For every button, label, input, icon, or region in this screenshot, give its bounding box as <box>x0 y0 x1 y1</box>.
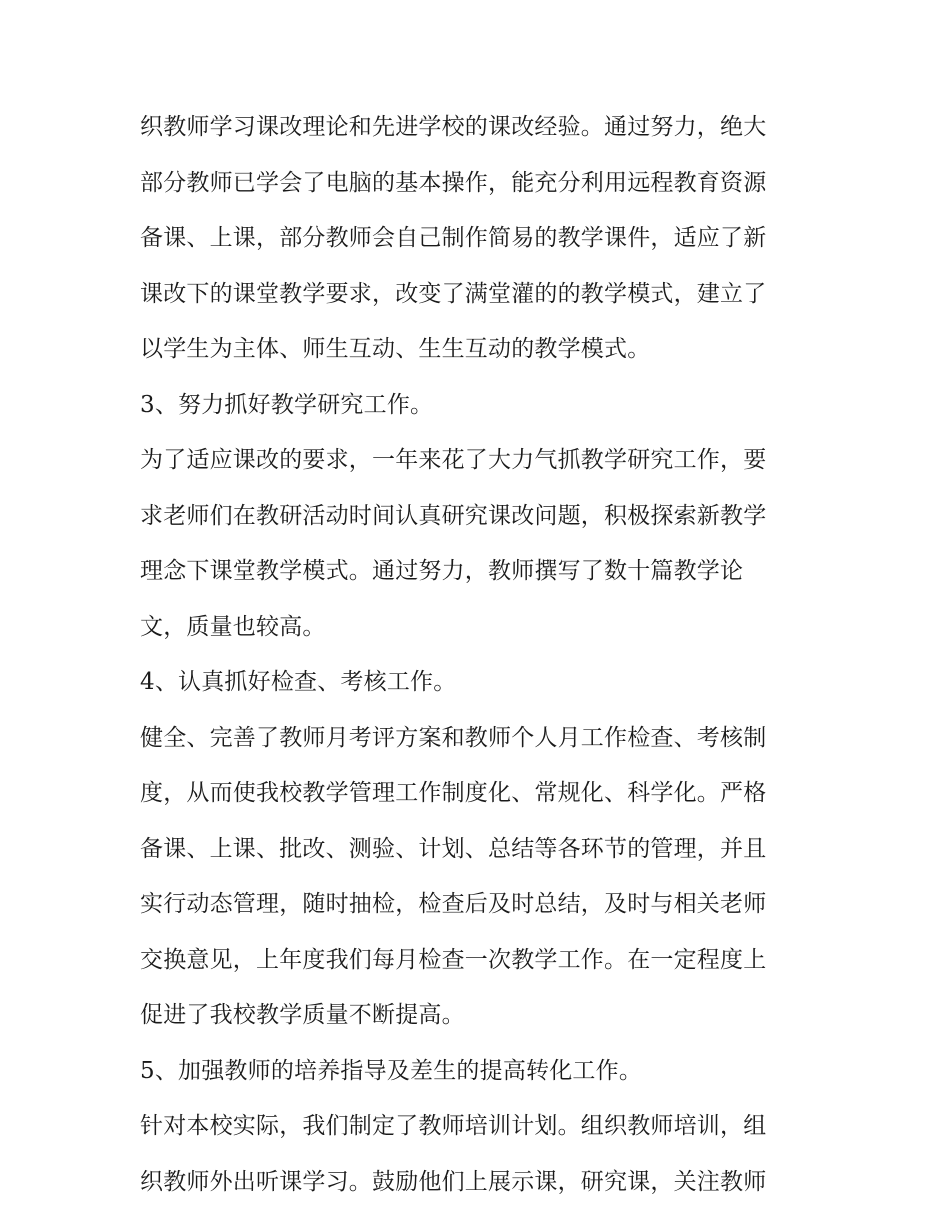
text-line: 促进了我校教学质量不断提高。 <box>140 1002 465 1028</box>
text-line: 求老师们在教研活动时间认真研究课改问题，积极探索新教学 <box>140 502 767 529</box>
text-line: 针对本校实际，我们制定了教师培训计划。组织教师培训，组 <box>140 1113 767 1139</box>
text-line: 交换意见，上年度我们每月检查一次教学工作。在一定程度上 <box>140 946 767 973</box>
text-line: 实行动态管理，随时抽检，检查后及时总结，及时与相关老师 <box>140 891 767 917</box>
section-heading-4: 4、认真抓好检查、考核工作。 <box>140 669 457 695</box>
text-line: 以学生为主体、师生互动、生生互动的教学模式。 <box>140 336 651 362</box>
text-line: 理念下课堂教学模式。通过努力，教师撰写了数十篇教学论 <box>140 558 744 584</box>
text-line: 备课、上课、批改、测验、计划、总结等各环节的管理，并且 <box>140 835 767 862</box>
text-line: 织教师学习课改理论和先进学校的课改经验。通过努力，绝大 <box>140 114 767 140</box>
section-heading-5: 5、加强教师的培养指导及差生的提高转化工作。 <box>140 1057 643 1084</box>
text-line: 为了适应课改的要求，一年来花了大力气抓教学研究工作，要 <box>140 447 767 473</box>
document-body <box>140 100 820 1210</box>
text-line: 部分教师已学会了电脑的基本操作，能充分利用远程教育资源 <box>140 169 767 196</box>
text-line: 备课、上课，部分教师会自己制作简易的教学课件，适应了新 <box>140 225 767 251</box>
section-heading-3: 3、努力抓好教学研究工作。 <box>140 391 434 418</box>
text-line: 课改下的课堂教学要求，改变了满堂灌的的教学模式，建立了 <box>140 280 767 307</box>
text-line: 健全、完善了教师月考评方案和教师个人月工作检查、考核制 <box>140 724 767 751</box>
text-line: 织教师外出听课学习。鼓励他们上展示课，研究课，关注教师 <box>140 1168 767 1195</box>
text-line: 度，从而使我校教学管理工作制度化、常规化、科学化。严格 <box>140 780 767 806</box>
text-line: 文，质量也较高。 <box>140 613 326 640</box>
